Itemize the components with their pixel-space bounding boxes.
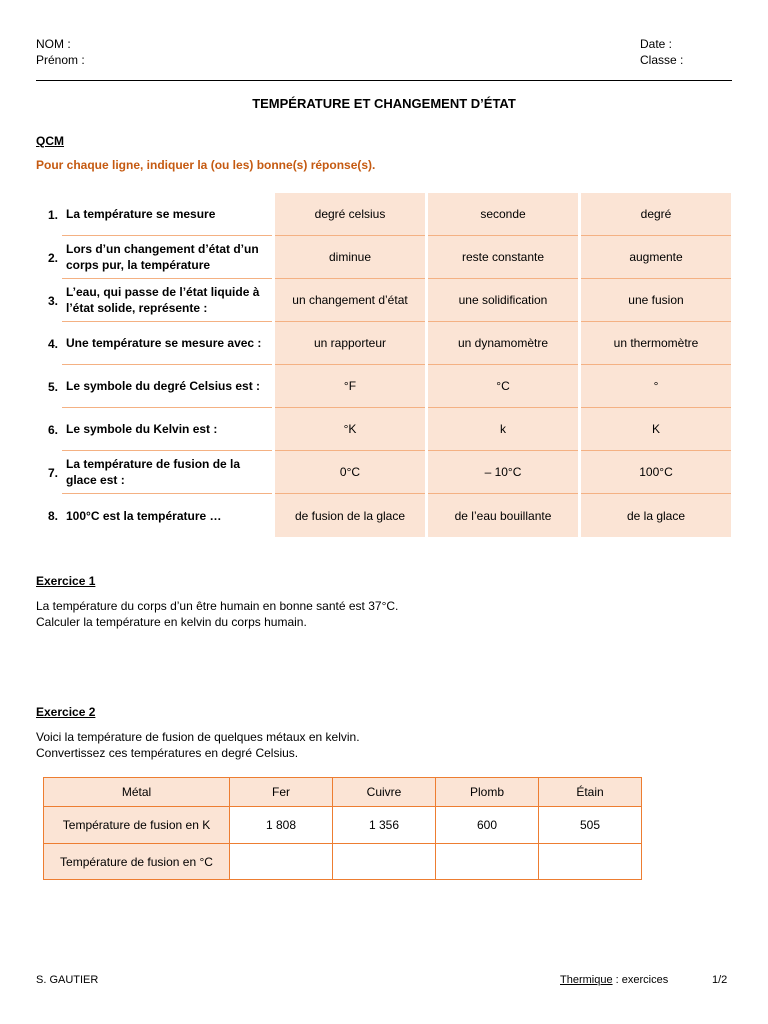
answer-option[interactable]: degré <box>581 193 731 236</box>
column-header: Métal <box>44 778 230 807</box>
answer-option[interactable]: °C <box>428 365 578 408</box>
exercice2-text <box>36 729 360 761</box>
exercice2-line: Convertissez ces températures en degré Celsius. <box>36 746 299 760</box>
question-number: 6. <box>47 422 58 437</box>
qcm-instruction: Pour chaque ligne, indiquer la (ou les) bonne(s) réponse(s). <box>36 158 376 172</box>
exercice1-heading: Exercice 1 <box>36 574 96 588</box>
header-divider <box>36 80 732 81</box>
table-cell: 1 808 <box>230 807 333 844</box>
qcm-row <box>36 365 732 408</box>
question-text: Le symbole du degré Celsius est : <box>62 365 272 408</box>
answer-option[interactable]: de l’eau bouillante <box>428 494 578 537</box>
footer-subject-suffix: : exercices <box>612 974 669 986</box>
table-cell: 505 <box>539 807 642 844</box>
question-text: La température se mesure <box>62 193 272 236</box>
answer-option[interactable]: de fusion de la glace <box>275 494 425 537</box>
classe-label: Classe : <box>640 53 684 67</box>
answer-cell[interactable] <box>436 844 539 880</box>
qcm-row <box>36 451 732 494</box>
answer-option[interactable]: °F <box>275 365 425 408</box>
answer-option[interactable]: augmente <box>581 236 731 279</box>
answer-option[interactable]: 100°C <box>581 451 731 494</box>
answer-cell[interactable] <box>333 844 436 880</box>
question-number: 3. <box>47 293 58 308</box>
date-label: Date : <box>640 37 673 51</box>
question-text: Le symbole du Kelvin est : <box>62 408 272 451</box>
question-text: Lors d’un changement d’état d’un corps pur, la température <box>62 236 272 279</box>
question-number: 1. <box>47 207 58 222</box>
answer-option[interactable]: reste constante <box>428 236 578 279</box>
metal-table <box>43 777 642 880</box>
qcm-heading: QCM <box>36 134 64 148</box>
question-number: 5. <box>47 379 58 394</box>
exercice1-line: La température du corps d’un être humain en bonne santé est 37°C. <box>36 599 399 613</box>
table-row <box>44 844 642 880</box>
question-text: 100°C est la température … <box>66 508 222 523</box>
answer-option[interactable]: de la glace <box>581 494 731 537</box>
answer-option[interactable]: – 10°C <box>428 451 578 494</box>
exercice1-text <box>36 598 398 630</box>
qcm-row <box>36 322 732 365</box>
question-number: 2. <box>47 250 58 265</box>
answer-option[interactable]: degré celsius <box>275 193 425 236</box>
question-number: 7. <box>47 465 58 480</box>
row-label: Température de fusion en K <box>44 807 230 844</box>
exercice1-line: Calculer la température en kelvin du corps humain. <box>36 615 307 629</box>
question-text: Une température se mesure avec : <box>62 322 272 365</box>
footer-author: S. GAUTIER <box>36 974 99 986</box>
answer-option[interactable]: K <box>581 408 731 451</box>
prenom-label: Prénom : <box>36 53 85 67</box>
nom-label: NOM : <box>36 37 71 51</box>
answer-option[interactable]: un dynamomètre <box>428 322 578 365</box>
table-cell: 1 356 <box>333 807 436 844</box>
table-header-row <box>44 778 642 807</box>
date-class-info <box>640 36 683 68</box>
question-number: 8. <box>47 508 58 523</box>
footer-page-number: 1/2 <box>712 974 728 986</box>
answer-option[interactable]: k <box>428 408 578 451</box>
footer-subject-link: Thermique <box>560 974 613 986</box>
question-number: 4. <box>47 336 58 351</box>
page-title: TEMPÉRATURE ET CHANGEMENT D’ÉTAT <box>252 96 516 111</box>
answer-option[interactable]: un thermomètre <box>581 322 731 365</box>
column-header: Cuivre <box>333 778 436 807</box>
column-header: Étain <box>539 778 642 807</box>
row-label: Température de fusion en °C <box>44 844 230 880</box>
answer-option[interactable]: un rapporteur <box>275 322 425 365</box>
qcm-row <box>36 408 732 451</box>
answer-option[interactable]: ° <box>581 365 731 408</box>
table-row <box>44 807 642 844</box>
answer-cell[interactable] <box>539 844 642 880</box>
column-header: Plomb <box>436 778 539 807</box>
answer-option[interactable]: 0°C <box>275 451 425 494</box>
qcm-row <box>36 279 732 322</box>
question-text: L’eau, qui passe de l’état liquide à l’état solide, représente : <box>62 279 272 322</box>
answer-cell[interactable] <box>230 844 333 880</box>
answer-option[interactable]: °K <box>275 408 425 451</box>
qcm-row <box>36 236 732 279</box>
answer-option[interactable]: un changement d’état <box>275 279 425 322</box>
exercice2-line: Voici la température de fusion de quelques métaux en kelvin. <box>36 730 360 744</box>
qcm-row <box>36 193 732 236</box>
answer-option[interactable]: une fusion <box>581 279 731 322</box>
column-header: Fer <box>230 778 333 807</box>
exercice2-heading: Exercice 2 <box>36 705 96 719</box>
qcm-table <box>36 193 732 537</box>
question-text: La température de fusion de la glace est : <box>62 451 272 494</box>
student-info <box>36 36 85 68</box>
answer-option[interactable]: une solidification <box>428 279 578 322</box>
footer-subject <box>560 974 668 986</box>
answer-option[interactable]: seconde <box>428 193 578 236</box>
table-cell: 600 <box>436 807 539 844</box>
qcm-row <box>36 494 732 537</box>
answer-option[interactable]: diminue <box>275 236 425 279</box>
